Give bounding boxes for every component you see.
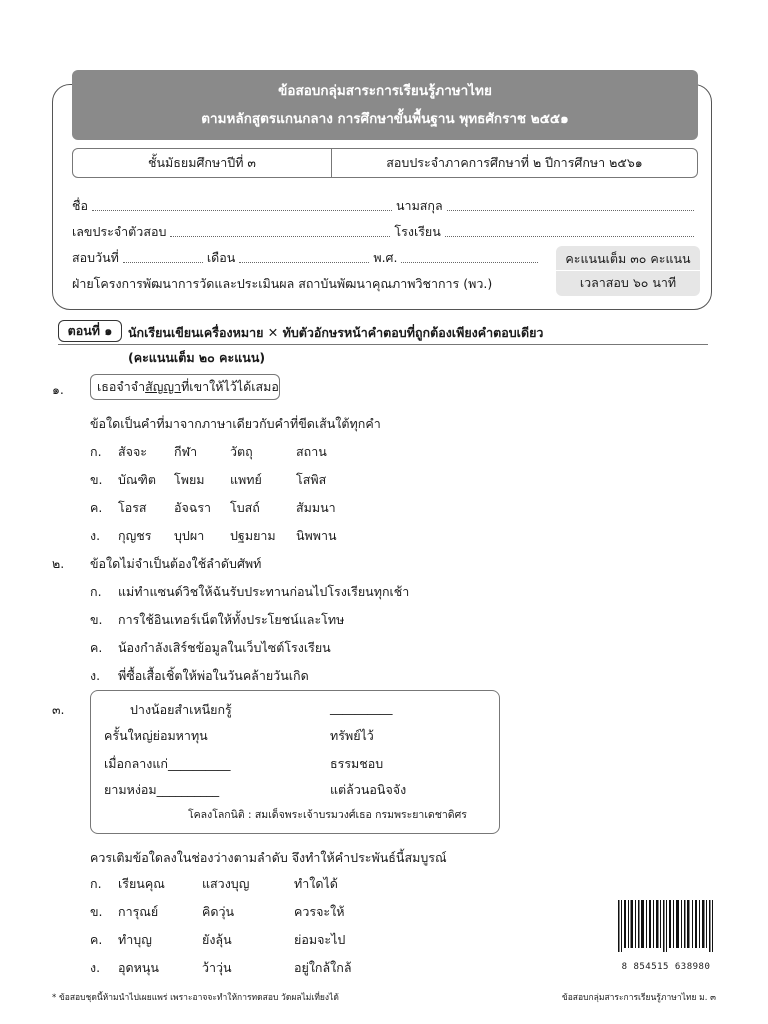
q1-option[interactable]	[90, 470, 337, 498]
q1-underlined-word: สัญญา	[145, 379, 182, 394]
name-label: ชื่อ	[72, 198, 88, 213]
option-word: สัมมนา	[296, 500, 336, 515]
footer-subject: ข้อสอบกลุ่มสาระการเรียนรู้ภาษาไทย ม. ๓	[561, 993, 716, 1003]
surname-field[interactable]	[447, 209, 694, 211]
option-letter: ค.	[90, 932, 103, 947]
part-divider	[58, 344, 708, 345]
q1-prompt: ข้อใดเป็นคำที่มาจากภาษาเดียวกับคำที่ขีดเส้นใต้ทุกคำ	[90, 416, 381, 431]
school-label: โรงเรียน	[394, 224, 441, 239]
option-word: สถาน	[296, 444, 327, 459]
option-word: โอรส	[118, 500, 147, 515]
barcode	[618, 900, 714, 952]
date-row	[72, 244, 542, 268]
exam-day-label: สอบวันที่	[72, 250, 119, 265]
option-word: วัตถุ	[230, 444, 253, 459]
option-word: ย่อมจะไป	[294, 932, 346, 947]
month-label: เดือน	[206, 250, 236, 265]
option-word: กีฬา	[174, 444, 198, 459]
option-word: โบสถ์	[230, 500, 260, 515]
option-word: นิพพาน	[296, 528, 337, 543]
organizer-text: ฝ่ายโครงการพัฒนาการวัดและประเมินผล สถาบันพัฒนาคุณภาพวิชาการ (พว.)	[72, 276, 493, 291]
q3-options	[90, 874, 352, 986]
option-letter: ข.	[90, 472, 103, 487]
option-word: คิดวุ่น	[202, 904, 235, 919]
barcode-number: 8 854515 638980	[621, 962, 711, 972]
q2-option[interactable]	[90, 582, 409, 610]
score-box	[556, 246, 700, 296]
poem-line-1-right: __________	[330, 700, 393, 715]
q1-sentence-start: เธอจำจำ	[97, 379, 146, 394]
q3-option[interactable]	[90, 958, 352, 986]
option-word: อุดหนุน	[118, 960, 159, 975]
exam-id-field[interactable]	[170, 235, 390, 237]
q1-sentence-end: ที่เขาให้ไว้ได้เสมอ	[181, 379, 279, 394]
question-number: ๓.	[52, 702, 65, 717]
exam-time: เวลาสอบ ๖๐ นาที	[579, 275, 677, 291]
q3-option[interactable]	[90, 874, 352, 902]
year-field[interactable]	[401, 261, 538, 263]
option-letter: ค.	[90, 500, 103, 515]
school-field[interactable]	[445, 235, 694, 237]
month-field[interactable]	[239, 261, 369, 263]
poem-line-4-left: ยามหง่อม__________	[104, 782, 220, 797]
grade-level: ชั้นมัธยมศึกษาปีที่ ๓	[73, 149, 332, 177]
option-word: แพทย์	[230, 472, 262, 487]
option-word: ควรจะให้	[294, 904, 345, 919]
option-letter: ง.	[90, 960, 101, 975]
part-instruction: นักเรียนเขียนเครื่องหมาย ✕ ทับตัวอักษรหน้าคำตอบที่ถูกต้องเพียงคำตอบเดียว	[128, 325, 544, 340]
option-word: ยังลุ้น	[202, 932, 232, 947]
option-letter: ก.	[90, 444, 102, 459]
option-word: อยู่ใกล้ใกล้	[294, 960, 352, 975]
option-text: พี่ซื้อเสื้อเชิ้ตให้พ่อในวันคล้ายวันเกิด	[118, 668, 309, 683]
curriculum-title: ตามหลักสูตรแกนกลาง การศึกษาขั้นพื้นฐาน พุทธศักราช ๒๕๕๑	[201, 111, 569, 127]
poem-source: โคลงโลกนิติ : สมเด็จพระเจ้าบรมวงศ์เธอ กรมพระยาเดชาดิศร	[188, 809, 467, 821]
q1-option[interactable]	[90, 442, 337, 470]
q1-option[interactable]	[90, 526, 337, 554]
option-word: โพยม	[174, 472, 205, 487]
exam-title: ข้อสอบกลุ่มสาระการเรียนรู้ภาษาไทย	[278, 83, 492, 99]
option-word: สัจจะ	[118, 444, 147, 459]
option-word: แสวงบุญ	[202, 876, 250, 891]
q1-option[interactable]	[90, 498, 337, 526]
question-number: ๒.	[52, 556, 65, 571]
option-letter: ก.	[90, 876, 102, 891]
q2-option[interactable]	[90, 638, 409, 666]
question-number: ๑.	[52, 382, 64, 397]
option-word: ทำบุญ	[118, 932, 152, 947]
q2-options	[90, 582, 409, 694]
option-letter: ข.	[90, 904, 103, 919]
score-divider	[556, 270, 700, 271]
exam-info-bar	[72, 148, 698, 178]
option-letter: ค.	[90, 640, 103, 655]
option-text: แม่ทำแซนด์วิชให้ฉันรับประทานก่อนไปโรงเรียนทุกเช้า	[118, 584, 410, 599]
exam-term: สอบประจำภาคการศึกษาที่ ๒ ปีการศึกษา ๒๕๖๑	[386, 155, 643, 170]
q2-option[interactable]	[90, 610, 409, 638]
option-word: โสพิส	[296, 472, 327, 487]
id-row	[72, 218, 698, 242]
year-label: พ.ศ.	[373, 250, 398, 265]
option-word: อัจฉรา	[174, 500, 212, 515]
poem-line-2-left: ครั้นใหญ่ย่อมหาทุน	[104, 728, 208, 743]
option-word: ว้าวุ่น	[202, 960, 232, 975]
q2-prompt: ข้อใดไม่จำเป็นต้องใช้ลำดับศัพท์	[90, 556, 262, 571]
surname-label: นามสกุล	[396, 198, 443, 213]
exam-day-field[interactable]	[123, 261, 203, 263]
option-text: น้องกำลังเสิร์ชข้อมูลในเว็บไซต์โรงเรียน	[118, 640, 331, 655]
option-word: กุญชร	[118, 528, 152, 543]
poem-line-4-right: แต่ล้วนอนิจจัง	[330, 782, 407, 797]
option-letter: ง.	[90, 668, 101, 683]
organizer-row	[72, 270, 552, 294]
poem-line-1-left: ปางน้อยสำเหนียกรู้	[130, 702, 232, 717]
name-row	[72, 192, 698, 216]
footer-note: * ข้อสอบชุดนี้ห้ามนำไปเผยแพร่ เพราะอาจจะทำให้การทดสอบ วัดผลไม่เที่ยงได้	[52, 993, 339, 1003]
option-word: บัณฑิต	[118, 472, 157, 487]
q1-sentence-box	[90, 374, 280, 400]
option-text: การใช้อินเทอร์เน็ตให้ทั้งประโยชน์และโทษ	[118, 612, 345, 627]
q3-prompt: ควรเติมข้อใดลงในช่องว่างตามลำดับ จึงทำให้คำประพันธ์นี้สมบูรณ์	[90, 850, 447, 865]
option-word: ปฐมยาม	[230, 528, 276, 543]
title-banner	[72, 70, 698, 140]
option-letter: ข.	[90, 612, 103, 627]
option-letter: ง.	[90, 528, 101, 543]
option-word: เรียนคุณ	[118, 876, 165, 891]
full-score: คะแนนเต็ม ๓๐ คะแนน	[565, 250, 691, 266]
exam-id-label: เลขประจำตัวสอบ	[72, 224, 167, 239]
option-word: ทำใดได้	[294, 876, 338, 891]
poem-line-3-left: เมื่อกลางแก่__________	[104, 756, 231, 771]
option-letter: ก.	[90, 584, 102, 599]
option-word: การุณย์	[118, 904, 159, 919]
poem-line-2-right: ทรัพย์ไว้	[330, 728, 374, 743]
q1-options	[90, 442, 337, 554]
poem-line-3-right: ธรรมชอบ	[330, 756, 384, 771]
q3-option[interactable]	[90, 902, 352, 930]
name-field[interactable]	[92, 209, 392, 211]
part-tab: ตอนที่ ๑	[58, 320, 122, 342]
q3-option[interactable]	[90, 930, 352, 958]
part-points: (คะแนนเต็ม ๒๐ คะแนน)	[128, 350, 266, 365]
option-word: บุปผา	[174, 528, 205, 543]
